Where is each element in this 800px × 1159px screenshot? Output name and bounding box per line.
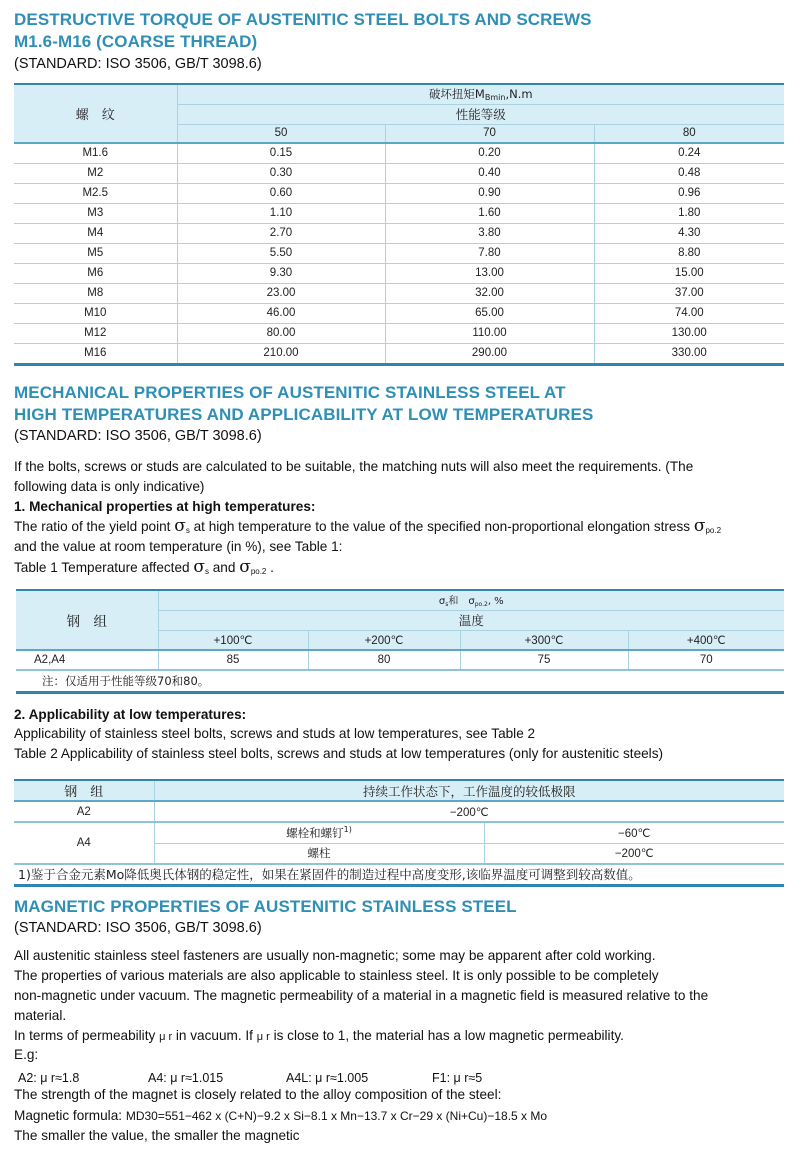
- value-cell: 0.48: [594, 163, 784, 183]
- table2-caption: Table 2 Applicability of stainless steel bolts, screws and studs at low temperatures (only for austenitic steels): [14, 746, 664, 761]
- table1-caption: [14, 557, 274, 582]
- limit-header: 持续工作状态下，工作温度的较低极限: [154, 780, 784, 801]
- value-cell: 0.15: [177, 143, 385, 163]
- eg-label: E.g:: [14, 1047, 39, 1062]
- value-cell: 85: [158, 650, 308, 670]
- section2-intro-line2: following data is only indicative): [14, 479, 205, 494]
- value-cell: 80: [308, 650, 460, 670]
- table-row: [14, 323, 784, 343]
- value-cell: 70: [628, 650, 784, 670]
- section1-title-line2: M1.6-M16 (COARSE THREAD): [14, 32, 258, 51]
- value-cell: 2.70: [177, 223, 385, 243]
- value-cell: 3.80: [385, 223, 594, 243]
- sigma-symbol: σ: [693, 516, 706, 536]
- sub-s: s: [445, 601, 449, 609]
- text-span: .: [266, 560, 274, 575]
- type-label: 螺栓和螺钉: [286, 825, 344, 840]
- table-row: [14, 163, 784, 183]
- steel-group-header: 钢 组: [14, 780, 154, 801]
- temp-100: +100℃: [158, 630, 308, 650]
- section1-title-line1: DESTRUCTIVE TORQUE OF AUSTENITIC STEEL BOLTS AND SCREWS: [14, 10, 592, 29]
- section1-standard: (STANDARD: ISO 3506, GB/T 3098.6): [14, 56, 262, 72]
- value-cell: 330.00: [594, 343, 784, 364]
- value-cell: 0.40: [385, 163, 594, 183]
- temp-400: +400℃: [628, 630, 784, 650]
- value-cell: 8.80: [594, 243, 784, 263]
- grade-80: 80: [594, 124, 784, 143]
- table-row: [14, 283, 784, 303]
- sub-s: s: [185, 526, 190, 535]
- thread-cell: M4: [14, 223, 177, 243]
- example-f1: F1: μ r≈5: [432, 1071, 483, 1085]
- magnetic-p2: The properties of various materials are also applicable to stainless steel. It is only possible to be completely: [14, 968, 659, 983]
- torque-header-label: 破坏扭矩M: [428, 87, 485, 102]
- group-cell: A2,A4: [16, 650, 158, 670]
- steel-group-header: 钢 组: [16, 590, 158, 650]
- value-cell: 0.20: [385, 143, 594, 163]
- mu-r-symbol: μ r: [256, 1031, 270, 1043]
- thread-cell: M2.5: [14, 183, 177, 203]
- value-cell: 1.80: [594, 203, 784, 223]
- section2-standard: (STANDARD: ISO 3506, GB/T 3098.6): [14, 428, 262, 444]
- formula-label: Magnetic formula:: [14, 1108, 126, 1123]
- sub-po2: po.2: [705, 526, 722, 535]
- value-cell: −200℃: [154, 801, 784, 822]
- example-a4: A4: μ r≈1.015: [148, 1071, 224, 1085]
- grade-70: 70: [385, 124, 594, 143]
- sub-po2: po.2: [250, 567, 267, 576]
- magnetic-p1: All austenitic stainless steel fasteners are usually non-magnetic; some may be apparent after cold working.: [14, 948, 656, 963]
- table-row: [14, 223, 784, 243]
- text-span: and: [208, 560, 240, 575]
- table-row: [14, 343, 784, 364]
- section2-title-line1: MECHANICAL PROPERTIES OF AUSTENITIC STAINLESS STEEL AT: [14, 383, 566, 402]
- table1-note: 注：仅适用于性能等级70和80。: [16, 670, 784, 692]
- thread-cell: M5: [14, 243, 177, 263]
- value-cell: 0.90: [385, 183, 594, 203]
- torque-table: [14, 83, 784, 366]
- magnetic-formula: [14, 1106, 547, 1126]
- text-span: In terms of permeability: [14, 1028, 160, 1043]
- text-span: , %: [487, 596, 504, 608]
- thread-cell: M6: [14, 263, 177, 283]
- example-a4l: A4L: μ r≈1.005: [286, 1071, 369, 1085]
- table-row: [14, 203, 784, 223]
- mu-r-symbol: μ r: [159, 1031, 173, 1043]
- value-cell: 0.24: [594, 143, 784, 163]
- table2-footnote: 1)鉴于合金元素Mo降低奥氏体钢的稳定性，如果在紧固件的制造过程中高度变形,该临界温度可调整到较高数值。: [14, 864, 784, 885]
- table-row: [14, 143, 784, 163]
- sub-po2: po.2: [474, 601, 488, 609]
- value-cell: 13.00: [385, 263, 594, 283]
- table-row: [14, 822, 784, 843]
- text-span: in vacuum. If: [172, 1028, 257, 1043]
- low-temp-table: [14, 779, 784, 887]
- magnetic-p4: material.: [14, 1008, 67, 1023]
- type-cell: [154, 822, 484, 843]
- value-cell: 23.00: [177, 283, 385, 303]
- grade-50: 50: [177, 124, 385, 143]
- thread-cell: M12: [14, 323, 177, 343]
- thread-cell: M3: [14, 203, 177, 223]
- ratio-header: [158, 590, 784, 610]
- value-cell: 46.00: [177, 303, 385, 323]
- value-cell: 9.30: [177, 263, 385, 283]
- sigma-symbol: σ: [239, 557, 251, 577]
- magnetic-p5: [14, 1026, 624, 1047]
- value-cell: 1.10: [177, 203, 385, 223]
- value-cell: 0.60: [177, 183, 385, 203]
- example-a2: A2: μ r≈1.8: [18, 1071, 80, 1085]
- value-cell: 290.00: [385, 343, 594, 364]
- table-row: [14, 801, 784, 822]
- text-span: Table 1 Temperature affected: [14, 560, 194, 575]
- value-cell: 4.30: [594, 223, 784, 243]
- value-cell: 80.00: [177, 323, 385, 343]
- text-span: at high temperature to the value of the specified non-proportional elongation stress: [189, 519, 694, 534]
- value-cell: 37.00: [594, 283, 784, 303]
- value-cell: 32.00: [385, 283, 594, 303]
- value-cell: 210.00: [177, 343, 385, 364]
- table-row: [14, 243, 784, 263]
- temp-300: +300℃: [460, 630, 628, 650]
- formula-text: MD30=551−462 x (C+N)−9.2 x Si−8.1 x Mn−13.7 x Cr−29 x (Ni+Cu)−18.5 x Mo: [125, 1109, 548, 1123]
- thread-cell: M16: [14, 343, 177, 364]
- high-temp-table: [16, 589, 784, 694]
- table-row: [16, 650, 784, 670]
- subheading-low-temp: 2. Applicability at low temperatures:: [14, 707, 247, 722]
- sub-s: s: [204, 567, 209, 576]
- thread-header: 螺 纹: [14, 84, 177, 143]
- thread-cell: M8: [14, 283, 177, 303]
- value-cell: 1.60: [385, 203, 594, 223]
- text-span: The ratio of the yield point: [14, 519, 175, 534]
- value-cell: 75: [460, 650, 628, 670]
- value-cell: 65.00: [385, 303, 594, 323]
- section2-intro-line1: If the bolts, screws or studs are calculated to be suitable, the matching nuts will also meet the requirements. (The: [14, 459, 694, 474]
- thread-cell: M2: [14, 163, 177, 183]
- value-cell: 7.80: [385, 243, 594, 263]
- table-row: [14, 263, 784, 283]
- value-cell: 5.50: [177, 243, 385, 263]
- torque-header-unit: ,N.m: [505, 87, 533, 102]
- magnetic-p3: non-magnetic under vacuum. The magnetic permeability of a material in a magnetic field is measured relative to the: [14, 988, 709, 1003]
- torque-header-sub: Bmin: [484, 93, 506, 103]
- value-cell: 15.00: [594, 263, 784, 283]
- footnote-ref: 1): [343, 824, 352, 834]
- section2-title-line2: HIGH TEMPERATURES AND APPLICABILITY AT LOW TEMPERATURES: [14, 405, 594, 424]
- value-cell: 130.00: [594, 323, 784, 343]
- value-cell: 74.00: [594, 303, 784, 323]
- torque-header: [177, 84, 784, 104]
- low-temp-paragraph: Applicability of stainless steel bolts, screws and studs at low temperatures, see Table 2: [14, 726, 536, 741]
- value-cell: 110.00: [385, 323, 594, 343]
- value-cell: −200℃: [484, 843, 784, 864]
- thread-cell: M1.6: [14, 143, 177, 163]
- value-cell: 0.96: [594, 183, 784, 203]
- section3-standard: (STANDARD: ISO 3506, GB/T 3098.6): [14, 920, 262, 936]
- sigma-symbol: σ: [174, 516, 186, 536]
- magnetic-p7: The smaller the value, the smaller the magnetic: [14, 1128, 300, 1143]
- temperature-header: 温度: [158, 610, 784, 630]
- thread-cell: M10: [14, 303, 177, 323]
- group-cell: A2: [14, 801, 154, 822]
- table-row: [14, 183, 784, 203]
- text-span: is close to 1, the material has a low magnetic permeability.: [269, 1028, 624, 1043]
- high-temp-paragraph-line2: and the value at room temperature (in %), see Table 1:: [14, 539, 343, 554]
- type-cell: 螺柱: [154, 843, 484, 864]
- text-span: 和 σ: [448, 596, 475, 608]
- table-row: [14, 303, 784, 323]
- sigma-symbol: σ: [438, 596, 446, 608]
- value-cell: −60℃: [484, 822, 784, 843]
- section3-title: MAGNETIC PROPERTIES OF AUSTENITIC STAINLESS STEEL: [14, 897, 517, 916]
- value-cell: 0.30: [177, 163, 385, 183]
- sigma-symbol: σ: [193, 557, 205, 577]
- magnetic-p6: The strength of the magnet is closely related to the alloy composition of the steel:: [14, 1087, 502, 1102]
- group-cell: A4: [14, 822, 154, 864]
- subheading-high-temp: 1. Mechanical properties at high temperatures:: [14, 499, 316, 514]
- temp-200: +200℃: [308, 630, 460, 650]
- grade-header: 性能等级: [177, 104, 784, 124]
